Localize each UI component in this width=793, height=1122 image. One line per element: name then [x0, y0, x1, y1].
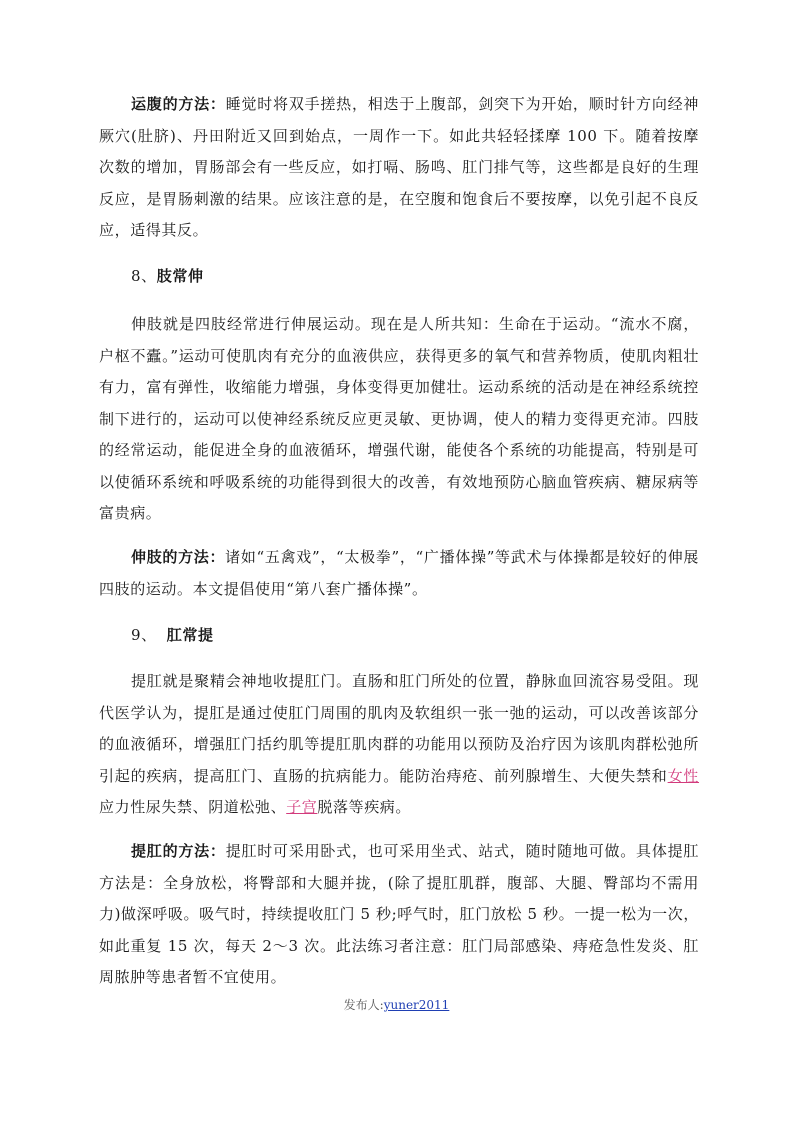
publisher-label: 发布人: [343, 998, 384, 1012]
paragraph-anus-lift [99, 666, 699, 824]
paragraph-lead: 伸肢的方法： [131, 548, 226, 566]
paragraph-text: 伸肢就是四肢经常进行伸展运动。现在是人所共知：生命在于运动。“流水不腐，户枢不蠹。”运动可使肌肉有充分的血液供应，获得更多的氧气和营养物质，使肌肉粗壮有力，富有弹性，收缩能力增强，身体变得更加健壮。运动系统的活动是在神经系统控制下进行的，运动可以使神经系统反应更灵敏、更协调，使人的精力变得更充沛。四肢的经常运动，能促进全身的血液循环，增强代谢，能使各个系统的功能提高，特别是可以使循环系统和呼吸系统的功能得到很大的改善，有效地预防心脑血管疾病、糖尿病等富贵病。 [99, 315, 699, 522]
paragraph-lead: 提肛的方法： [131, 842, 226, 860]
paragraph-lead: 运腹的方法： [131, 95, 226, 113]
publisher-footer [0, 996, 793, 1013]
paragraph-text: 提肛时可采用卧式，也可采用坐式、站式，随时随地可做。具体提肛方法是：全身放松，将臀部和大腿并拢，(除了提肛肌群，腹部、大腿、臀部均不需用力)做深呼吸。吸气时，持续提收肛门 5 秒;呼气时，肛门放松 5 秒。一提一松为一次，如此重复 15 次，每天 2～3 次。此法练习者注意：肛门局部感染、痔疮急性发炎、肛周脓肿等患者暂不宜使用。 [99, 842, 699, 986]
heading-number: 9、 [131, 626, 157, 644]
link-women[interactable]: 女性 [667, 766, 700, 785]
paragraph-text-c: 脱落等疾病。 [317, 798, 412, 816]
paragraph-text-b: 应力性尿失禁、阴道松弛、 [99, 798, 287, 816]
paragraph-anus-method [99, 836, 699, 994]
link-uterus[interactable]: 子宫 [286, 798, 318, 816]
heading-title: 肢常伸 [156, 267, 204, 285]
paragraph-limb-method [99, 542, 699, 605]
paragraph-limb-stretch [99, 309, 699, 530]
heading-title: 肛常提 [166, 626, 214, 644]
section-heading-8 [131, 266, 204, 286]
paragraph-text: 诸如“五禽戏”，“太极拳”，“广播体操”等武术与体操都是较好的伸展四肢的运动。本文提倡使用“第八套广播体操”。 [99, 548, 699, 598]
heading-number: 8、 [131, 267, 157, 285]
paragraph-text: 睡觉时将双手搓热，相迭于上腹部，剑突下为开始，顺时针方向经神厥穴(肚脐)、丹田附近又回到始点，一周作一下。如此共轻轻揉摩 100 下。随着按摩次数的增加，胃肠部会有一些反应，如打嗝、肠鸣、肛门排气等，这些都是良好的生理反应，是胃肠刺激的结果。应该注意的是，在空腹和饱食后不要按摩，以免引起不良反应，适得其反。 [99, 95, 699, 239]
section-heading-9 [131, 625, 214, 645]
publisher-link[interactable]: yuner2011 [383, 998, 450, 1012]
paragraph-abdomen-method [99, 89, 699, 247]
paragraph-text-a: 提肛就是聚精会神地收提肛门。直肠和肛门所处的位置，静脉血回流容易受阻。现代医学认为，提肛是通过使肛门周围的肌肉及软组织一张一弛的运动，可以改善该部分的血液循环，增强肛门括约肌等提肛肌肉群的功能用以预防及治疗因为该肌肉群松弛所引起的疾病，提高肛门、直肠的抗病能力。能防治痔疮、前列腺增生、大便失禁和 [99, 672, 699, 785]
